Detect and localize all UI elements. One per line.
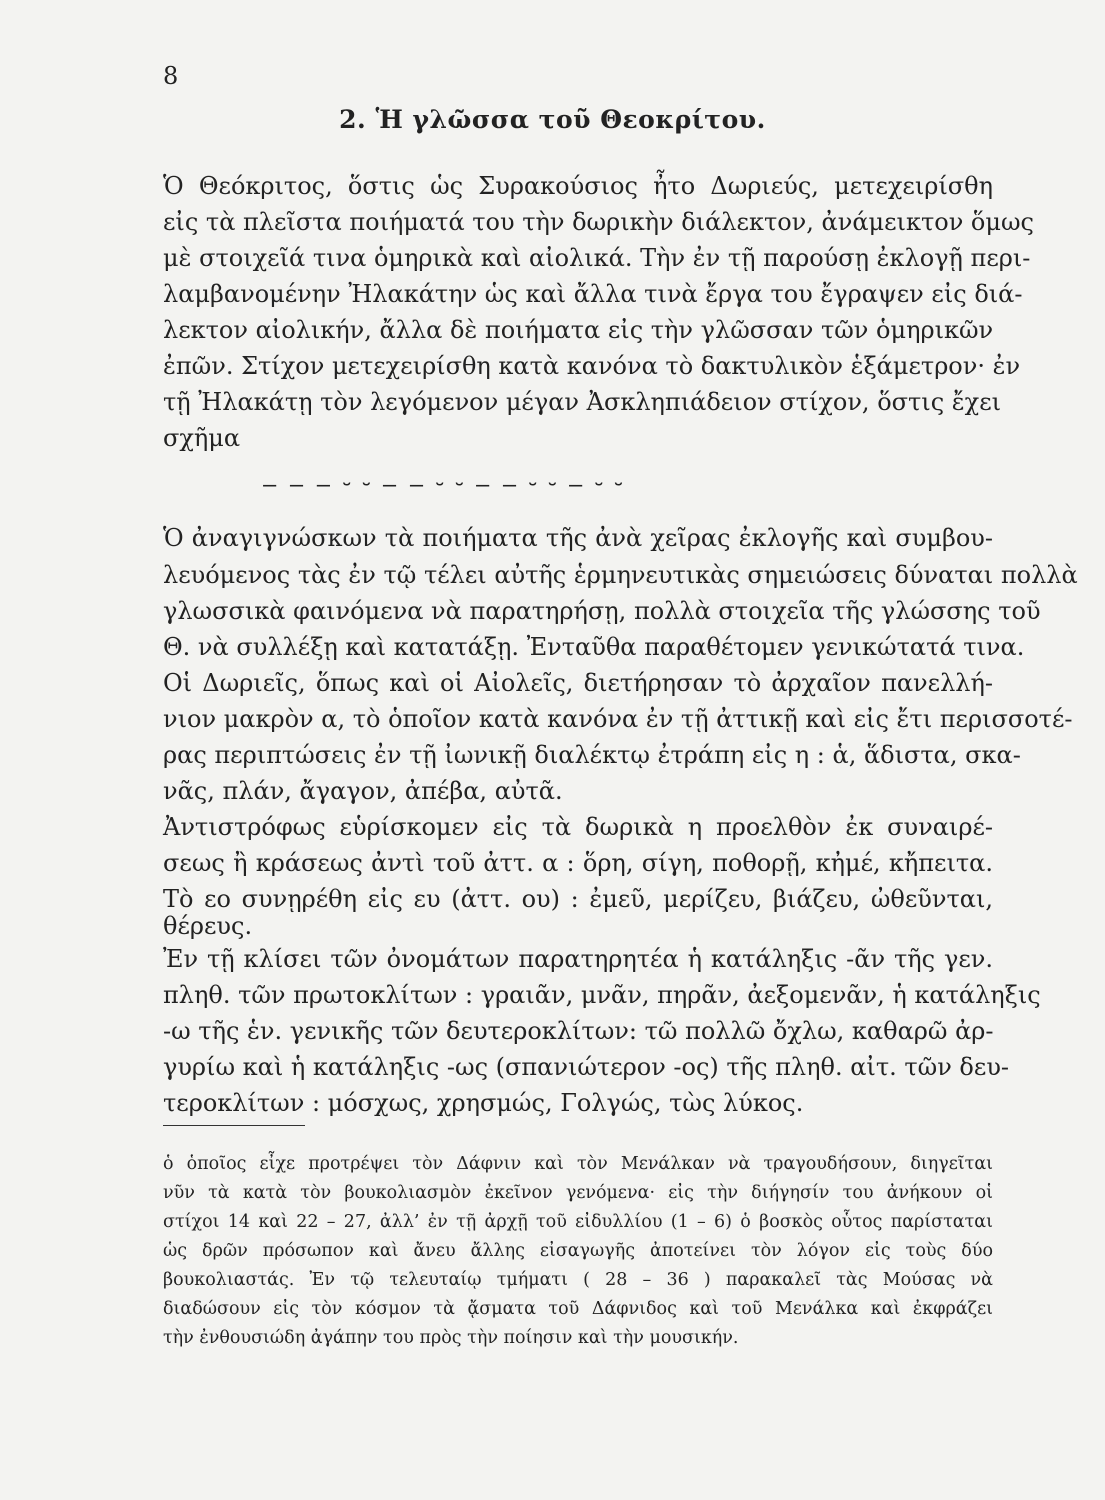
body-line: πληθ. τῶν πρωτοκλίτων : γραιᾶν, μνᾶν, πηρᾶν, ἀεξομενᾶν, ἡ κατάληξις: [163, 981, 1041, 1009]
body-line: σεως ἢ κράσεως ἀντὶ τοῦ ἀττ. α : ὅρη, σίγη, ποθορῇ, κἠμέ, κἤπειτα.: [163, 849, 993, 877]
body-line: γυρίω καὶ ἡ κατάληξις -ως (σπανιώτερον -ος) τῆς πληθ. αἰτ. τῶν δευ-: [163, 1053, 1010, 1081]
body-line: λαμβανομένην Ἠλακάτην ὡς καὶ ἄλλα τινὰ ἔργα του ἔγραψεν εἰς διά-: [163, 280, 1023, 308]
page-number: 8: [163, 62, 179, 90]
body-line: λευόμενος τὰς ἐν τῷ τέλει αὐτῆς ἑρμηνευτικὰς σημειώσεις δύναται πολλὰ: [163, 561, 1078, 589]
footnote-line: ὡς δρῶν πρόσωπον καὶ ἄνευ ἄλλης εἰσαγωγῆς ἀποτείνει τὸν λόγον εἰς τοὺς δύο: [163, 1241, 993, 1261]
footnote-line: βουκολιαστάς. Ἐν τῷ τελευταίῳ τμήματι ( 28 – 36 ) παρακαλεῖ τὰς Μούσας νὰ: [163, 1270, 993, 1290]
body-line: τεροκλίτων : μόσχως, χρησμώς, Γολγώς, τὼς λύκος.: [163, 1089, 804, 1117]
section-heading: 2. Ἡ γλῶσσα τοῦ Θεοκρίτου.: [339, 105, 766, 134]
body-line: Ὁ ἀναγιγνώσκων τὰ ποιήματα τῆς ἀνὰ χεῖρας ἐκλογῆς καὶ συμβου-: [163, 524, 993, 552]
footnote-line: στίχοι 14 καὶ 22 – 27, ἀλλ’ ἐν τῇ ἀρχῇ τοῦ εἰδυλλίου (1 – 6) ὁ βοσκὸς οὗτος παρίσταται: [163, 1212, 993, 1232]
body-line: Ὁ Θεόκριτος, ὅστις ὡς Συρακούσιος ἦτο Δωριεύς, μετεχειρίσθη: [163, 172, 993, 200]
footnote-line: ὁ ὁποῖος εἶχε προτρέψει τὸν Δάφνιν καὶ τὸν Μενάλκαν νὰ τραγουδήσουν, διηγεῖται: [163, 1154, 993, 1174]
body-line: μὲ στοιχεῖά τινα ὁμηρικὰ καὶ αἰολικά. Τὴν ἐν τῇ παρούσῃ ἐκλογῇ περι-: [163, 244, 1031, 272]
footnote-line: διαδώσουν εἰς τὸν κόσμον τὰ ᾄσματα τοῦ Δάφνιδος καὶ τοῦ Μενάλκα καὶ ἐκφράζει: [163, 1299, 993, 1319]
metrical-scheme: ‒ ‒ ‒ ⏑ ⏑ ‒ ‒ ⏑ ⏑ ‒ ‒ ⏑ ⏑ ‒ ⏑ ⏑: [262, 470, 625, 498]
footnote-line: τὴν ἐνθουσιώδη ἀγάπην του πρὸς τὴν ποίησιν καὶ τὴν μουσικήν.: [163, 1328, 739, 1348]
body-line: Ἀντιστρόφως εὑρίσκομεν εἰς τὰ δωρικὰ η προελθὸν ἐκ συναιρέ-: [163, 813, 993, 841]
body-line: σχῆμα: [163, 424, 241, 452]
body-line: τῇ Ἠλακάτῃ τὸν λεγόμενον μέγαν Ἀσκληπιάδειον στίχον, ὅστις ἔχει: [163, 388, 1002, 416]
body-line: νιον μακρὸν α, τὸ ὁποῖον κατὰ κανόνα ἐν τῇ ἀττικῇ καὶ εἰς ἔτι περισσοτέ-: [163, 705, 1073, 733]
body-line: Τὸ εο συνῃρέθη εἰς ευ (ἀττ. ου) : ἐμεῦ, μερίζευ, βιάζευ, ὠθεῦνται,: [163, 885, 993, 913]
body-line: ρας περιπτώσεις ἐν τῇ ἰωνικῇ διαλέκτῳ ἐτράπη εἰς η : ἁ, ἅδιστα, σκα-: [163, 741, 1021, 769]
footnote-line: νῦν τὰ κατὰ τὸν βουκολιασμὸν ἐκεῖνον γενόμενα· εἰς τὴν διήγησίν του ἀνήκουν οἱ: [163, 1183, 993, 1203]
body-line: εἰς τὰ πλεῖστα ποιήματά του τὴν δωρικὴν διάλεκτον, ἀνάμεικτον ὅμως: [163, 208, 1034, 236]
body-line: Θ. νὰ συλλέξῃ καὶ κατατάξῃ. Ἐνταῦθα παραθέτομεν γενικώτατά τινα.: [163, 633, 1025, 661]
body-line: λεκτον αἰολικήν, ἄλλα δὲ ποιήματα εἰς τὴν γλῶσσαν τῶν ὁμηρικῶν: [163, 316, 994, 344]
body-line: θέρευς.: [163, 912, 253, 940]
body-line: Οἱ Δωριεῖς, ὅπως καὶ οἱ Αἰολεῖς, διετήρησαν τὸ ἀρχαῖον πανελλή-: [163, 669, 993, 697]
body-line: Ἐν τῇ κλίσει τῶν ὀνομάτων παρατηρητέα ἡ κατάληξις -ᾶν τῆς γεν.: [163, 945, 993, 973]
body-line: νᾶς, πλάν, ἄγαγον, ἀπέβα, αὐτᾶ.: [163, 777, 563, 805]
body-line: -ω τῆς ἑν. γενικῆς τῶν δευτεροκλίτων: τῶ πολλῶ ὄχλω, καθαρῶ ἀρ-: [163, 1017, 994, 1045]
body-line: ἐπῶν. Στίχον μετεχειρίσθη κατὰ κανόνα τὸ δακτυλικὸν ἑξάμετρον· ἐν: [163, 352, 1021, 380]
body-line: γλωσσικὰ φαινόμενα νὰ παρατηρήσῃ, πολλὰ στοιχεῖα τῆς γλώσσης τοῦ: [163, 597, 1041, 625]
footnote-rule: [163, 1125, 305, 1126]
